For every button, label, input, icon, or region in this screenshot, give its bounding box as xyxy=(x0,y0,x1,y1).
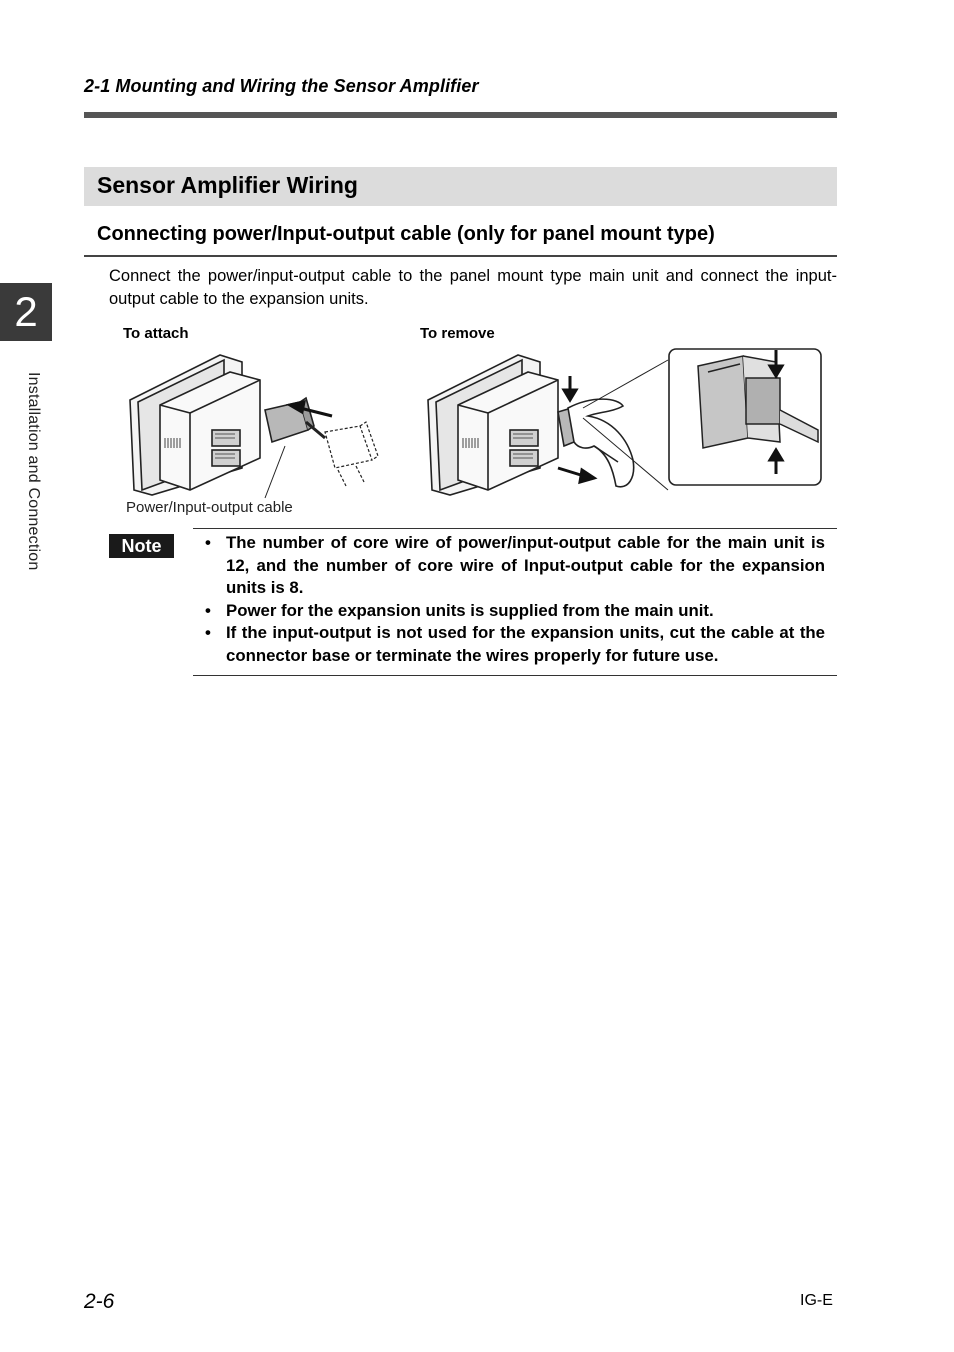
page-number: 2-6 xyxy=(84,1290,115,1313)
chapter-tab: 2 xyxy=(0,283,52,341)
note-badge: Note xyxy=(109,534,174,558)
document-code: IG-E xyxy=(800,1292,833,1309)
note-item: • The number of core wire of power/input-output cable for the main unit is 12, and the number of core wire of Input-output cable for the expansion units is 8. xyxy=(205,532,825,600)
running-header: 2-1 Mounting and Wiring the Sensor Amplifier xyxy=(84,76,479,96)
body-paragraph: Connect the power/input-output cable to the panel mount type main unit and connect the input-output cable to the expansion units. xyxy=(109,267,837,308)
note-bottom-rule xyxy=(193,675,837,676)
note-list xyxy=(205,532,825,667)
remove-label: To remove xyxy=(420,325,495,342)
cable-callout: Power/Input-output cable xyxy=(126,499,293,516)
remove-illustration xyxy=(418,350,678,500)
attach-label: To attach xyxy=(123,325,189,342)
attach-illustration xyxy=(120,350,390,500)
chapter-side-label: Installation and Connection xyxy=(25,372,42,571)
connector-detail-illustration xyxy=(668,348,822,486)
note-top-rule xyxy=(193,528,837,529)
note-item: • Power for the expansion units is supplied from the main unit. xyxy=(205,600,825,623)
header-rule xyxy=(84,112,837,118)
note-item: • If the input-output is not used for the expansion units, cut the cable at the connector base or terminate the wires properly for future use. xyxy=(205,622,825,667)
subsection-title: Connecting power/Input-output cable (only for panel mount type) xyxy=(97,223,715,245)
section-title: Sensor Amplifier Wiring xyxy=(97,172,358,198)
subsection-rule xyxy=(84,255,837,257)
